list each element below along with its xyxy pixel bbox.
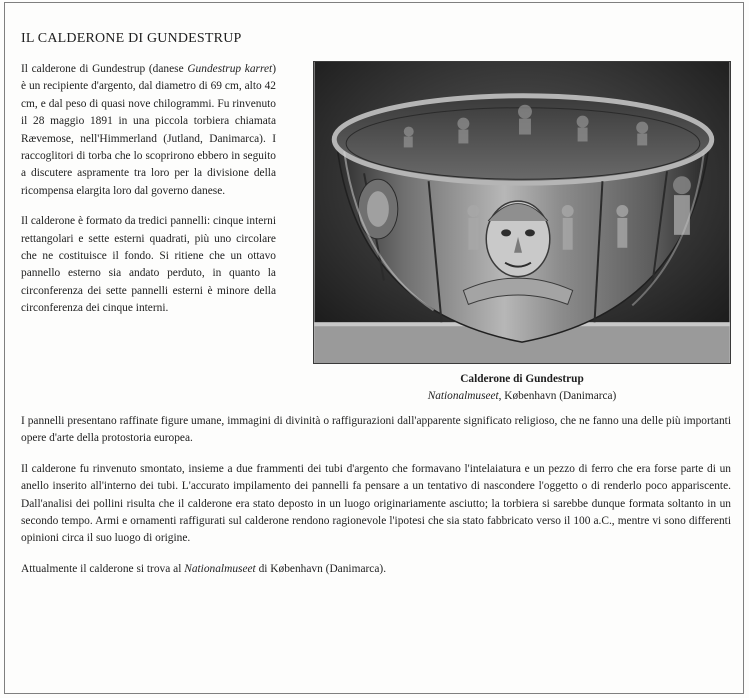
caption-location — [313, 388, 731, 405]
p5-text-a: Attualmente il calderone si trova al — [21, 562, 185, 575]
p5-text-italic: Nationalmuseet — [184, 562, 256, 575]
p5-text-c: di København (Danimarca). — [255, 562, 387, 575]
article-title: IL CALDERONE DI GUNDESTRUP — [21, 31, 242, 46]
p1-text-c: ) è un recipiente d'argento, dal diametro di 69 cm, alto 42 cm, e dal peso di quasi nove chilogrammi. Fu rinvenuto il 28 maggio 1891 in una piccola torbiera chiamata Rævemose, nell'Himmerland (Jutland, Danimarca). I raccoglitori di torba che lo scoprirono ebbero in seguito a discutere aspramente tra loro per la divisione della ricompensa elargita loro dal governo danese. — [21, 63, 276, 197]
article — [21, 31, 731, 591]
p1-text-italic: Gundestrup karret — [187, 63, 273, 75]
caption-place: , København (Danimarca) — [498, 390, 617, 402]
p1-text-a: Il calderone di Gundestrup (danese — [21, 63, 188, 75]
caption-museum: Nationalmuseet — [427, 390, 499, 402]
paragraph-3: I pannelli presentano raffinate figure umane, immagini di divinità o raffigurazioni dall'apparente significato religioso, che ne fanno una delle più importanti opere d'arte della protostoria europea. — [21, 415, 731, 445]
cauldron-photo — [313, 61, 731, 364]
figure-caption — [313, 371, 731, 405]
paragraph-1 — [21, 61, 276, 200]
caption-title: Calderone di Gundestrup — [460, 373, 584, 385]
paragraph-5 — [21, 561, 731, 578]
figure — [313, 61, 731, 405]
paragraph-4: Il calderone fu rinvenuto smontato, insieme a due frammenti dei tubi d'argento che formavano l'intelaiatura e un pezzo di ferro che era forse parte di un anello inserito all'interno dei tubi. L'accurato impilamento dei pannelli fa pensare a un tentativo di nascondere l'oggetto o di renderlo poco appariscente. Dall'analisi dei pollini risulta che il calderone era stato deposto in un luogo originariamente asciutto; la torbiera si sarebbe dunque formata soltanto in un secondo tempo. Armi e ornamenti raffigurati sul calderone rendono ragionevole l'ipotesi che sia stato fabbricato verso il 100 a.C., mentre vi sono differenti opinioni circa il suo luogo di origine. — [21, 462, 731, 545]
paragraph-2: Il calderone è formato da tredici pannelli: cinque interni rettangolari e sette esterni quadrati, più uno circolare che ne costituisce il fondo. Si ritiene che un ottavo pannello esterno sia andato perduto, in quanto la circonferenza dei sette pannelli esterni è minore della circonferenza dei cinque interni. — [21, 215, 276, 315]
